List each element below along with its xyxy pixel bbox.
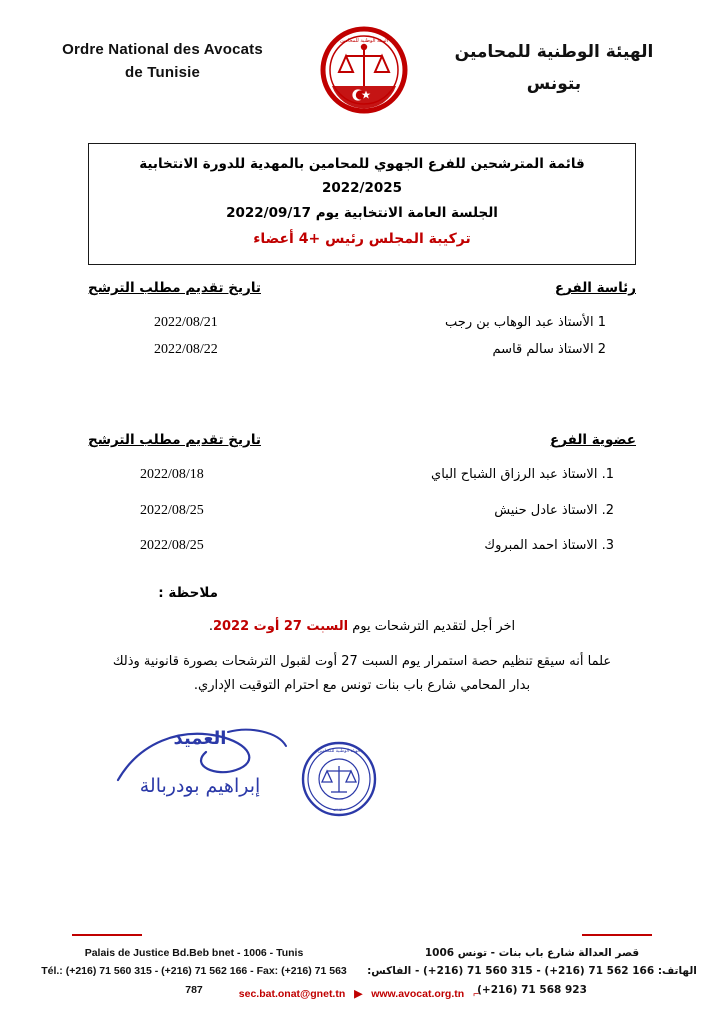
footer-email[interactable]: sec.bat.onat@gnet.tn — [238, 988, 346, 1000]
footer-address-french-line1: Palais de Justice Bd.Beb bnet - 1006 - Tunis — [84, 947, 304, 959]
svg-text:بتونس: بتونس — [333, 807, 345, 812]
document-footer — [0, 930, 724, 1010]
svg-text:الهيئة الوطنية للمحامين: الهيئة الوطنية للمحامين — [317, 749, 361, 754]
section-presidency-header — [88, 280, 636, 296]
header-title-french-line1: Ordre National des Avocats — [62, 41, 263, 58]
section-presidency — [88, 280, 636, 365]
table-row — [88, 500, 636, 522]
application-date: 2022/08/22 — [154, 341, 218, 357]
note-deadline-prefix: اخر أجل لتقديم الترشحات يوم — [348, 619, 516, 634]
title-box — [88, 143, 636, 265]
section-membership-header-left: تاريخ تقديم مطلب الترشح — [88, 432, 261, 448]
footer-rule-right — [582, 934, 652, 936]
section-presidency-header-left: تاريخ تقديم مطلب الترشح — [88, 280, 261, 296]
table-row — [88, 464, 636, 486]
note-body-text: علما أنه سيقع تنظيم حصة استمرار يوم السبت 27 أوت لقبول الترشحات بصورة قانونية وذلك بدار المحامي شارع باب بنات تونس مع احترام التوقيت الإداري. — [112, 654, 612, 694]
footer-rule-left — [72, 934, 142, 936]
signature-title: العميد — [173, 728, 227, 749]
document-header — [0, 18, 724, 118]
official-round-stamp-icon — [300, 740, 378, 818]
section-membership-header — [88, 432, 636, 448]
footer-phone-french: Tél.: (+216) 71 560 315 - (+216) 71 562 166 - Fax: (+216) 71 563 787 — [41, 965, 347, 996]
footer-separator-icon: ▶ — [354, 988, 363, 1000]
candidate-name: 1. الاستاذ عبد الرزاق الشباح الباي — [431, 467, 614, 482]
note-deadline-line — [88, 619, 636, 634]
candidate-name: 2. الاستاذ عادل حنيش — [494, 502, 614, 518]
bar-association-emblem-icon — [318, 24, 410, 116]
footer-website[interactable]: www.avocat.org.tn — [371, 988, 465, 1000]
note-block — [88, 585, 636, 698]
note-deadline-date: السبت 27 أوت 2022 — [212, 619, 349, 634]
table-row — [88, 339, 636, 361]
title-line-3-council-composition: تركيبة المجلس رئيس +4 أعضاء — [253, 230, 471, 247]
candidate-name: 2 الاستاذ سالم قاسم — [492, 341, 606, 357]
signature-swash-icon — [110, 722, 300, 792]
signature-block — [90, 728, 310, 797]
candidate-name: 3. الاستاذ احمد المبروك — [484, 538, 614, 554]
table-row — [88, 312, 636, 334]
footer-contact-line — [0, 988, 724, 1000]
application-date: 2022/08/25 — [140, 502, 204, 518]
title-line-2: الجلسة العامة الانتخابية يوم 2022/09/17 — [226, 204, 498, 221]
table-row — [88, 535, 636, 557]
note-title: ملاحظة : — [158, 585, 218, 601]
section-membership — [88, 432, 636, 571]
svg-text:الهيئة الوطنية للمحامين: الهيئة الوطنية للمحامين — [339, 38, 389, 44]
application-date: 2022/08/18 — [140, 467, 204, 482]
signature-name: إبراهيم بودربالة — [139, 775, 261, 797]
footer-corner-icon: ⌐ — [473, 988, 480, 1000]
section-membership-header-right: عضوية الفرع — [550, 432, 636, 448]
application-date: 2022/08/25 — [140, 538, 204, 554]
footer-phone-arabic: الهاتف: 166 562 71 (216+) - 315 560 71 (216+) - الفاكس: 923 568 71 (216+) — [367, 965, 697, 996]
section-presidency-header-right: رئاسة الفرع — [554, 280, 636, 296]
note-deadline-suffix: . — [208, 619, 213, 634]
header-title-french — [40, 38, 285, 85]
candidate-name: 1 الأستاذ عبد الوهاب بن رجب — [445, 315, 606, 330]
title-line-1: قائمة المترشحين للفرع الجهوي للمحامين بالمهدية للدورة الانتخابية 2022/2025 — [139, 156, 585, 197]
header-title-french-line2: de Tunisie — [124, 64, 201, 82]
header-title-arabic — [424, 36, 684, 101]
application-date: 2022/08/21 — [154, 315, 218, 330]
header-title-arabic-line2: بتونس — [526, 74, 582, 95]
header-title-arabic-line1: الهيئة الوطنية للمحامين — [454, 42, 654, 62]
footer-address-arabic-line1: قصر العدالة شارع باب بنات - تونس 1006 — [424, 947, 640, 959]
